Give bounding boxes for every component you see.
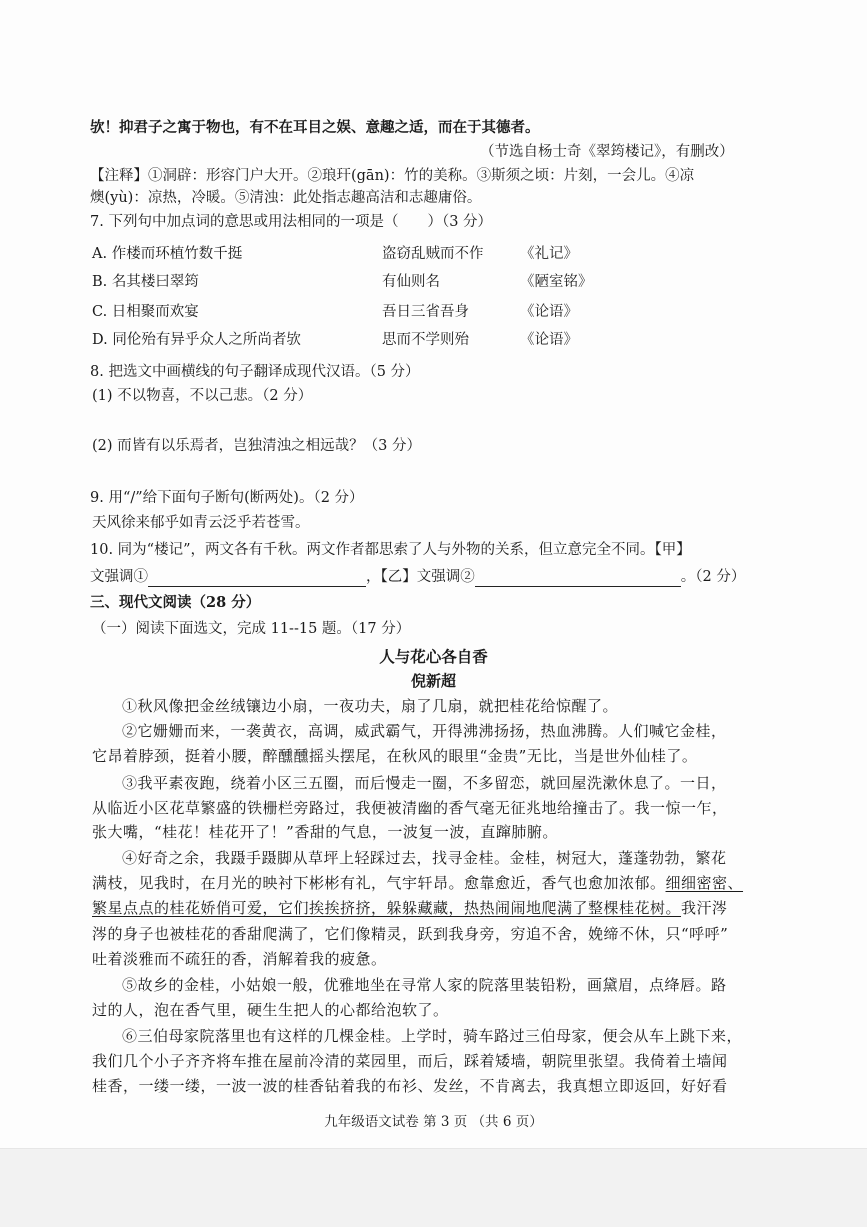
article-title: 人与花心各自香 — [379, 647, 488, 666]
option-b-source: 《陋室铭》 — [520, 274, 593, 290]
question-8-part-2: (2) 而皆有以乐焉者，岂独清浊之相远哉？（3 分） — [92, 438, 421, 454]
paragraph-1: ①秋风像把金丝绒镶边小扇，一夜功夫，扇了几扇，就把桂花给惊醒了。 — [122, 697, 619, 715]
paragraph-2-line-1: ②它姗姗而来，一袭黄衣，高调，威武霸气，开得沸沸扬扬，热血沸腾。人们喊它金桂， — [122, 722, 727, 740]
q10-middle: ，【乙】文强调② — [366, 569, 475, 585]
option-a-mid: 盗窃乱贼而不作 — [382, 246, 484, 262]
option-d-source: 《论语》 — [520, 332, 578, 348]
answer-blank-1[interactable] — [148, 570, 366, 587]
question-8: 8. 把选文中画横线的句子翻译成现代汉语。（5 分） — [90, 364, 420, 380]
option-c-mid: 吾日三省吾身 — [382, 304, 469, 320]
question-10-blanks — [90, 567, 867, 587]
paragraph-5-line-2: 过的人，泡在香气里，硬生生把人的心都给泡软了。 — [92, 1001, 449, 1019]
option-b-mid: 有仙则名 — [382, 274, 440, 290]
paragraph-4-text-cont: 我汗涔 — [681, 899, 728, 917]
option-a-source: 《礼记》 — [520, 246, 578, 262]
option-a-left: A. 作楼而环植竹数千挺 — [92, 246, 243, 262]
section-3-heading: 三、现代文阅读（28 分） — [90, 594, 261, 611]
paragraph-3-line-1: ③我平素夜跑，绕着小区三五圈，而后慢走一圈，不多留恋，就回屋洗漱休息了。一日， — [122, 774, 727, 792]
question-8-part-1: (1) 不以物喜，不以己悲。（2 分） — [92, 388, 313, 404]
passage-line: 欤！抑君子之寓于物也，有不在耳目之娱、意趣之适，而在于其德者。 — [90, 119, 540, 136]
annotation-line-2: 燠(yù)：凉热，冷暖。⑤清浊：此处指志趣高洁和志趣庸俗。 — [90, 190, 482, 206]
paragraph-3-line-2: 从临近小区花草繁盛的铁栅栏旁路过，我便被清幽的香气毫无征兆地给撞击了。我一惊一乍， — [92, 799, 728, 817]
paragraph-3-line-3: 张大嘴，“桂花！桂花开了！”香甜的气息，一波复一波，直蹿肺腑。 — [92, 823, 558, 841]
underlined-sentence: 繁星点点的桂花娇俏可爱，它们挨挨挤挤，躲躲藏藏，热热闹闹地爬满了整棵桂花树。 — [92, 899, 682, 917]
option-d-mid: 思而不学则殆 — [382, 332, 469, 348]
question-7: 7. 下列句中加点词的意思或用法相同的一项是（ ）（3 分） — [90, 214, 493, 230]
paragraph-6-line-3: 桂香，一缕一缕，一波一波的桂香钻着我的布衫、发丝，不肯离去，我真想立即返回，好好看 — [92, 1077, 728, 1095]
paragraph-4-text: 满枝，见我时，在月光的映衬下彬彬有礼，气宇轩昂。愈靠愈近，香气也愈加浓郁。 — [92, 874, 666, 892]
paragraph-6-line-2: 我们几个小子齐齐将车推在屋前冷清的菜园里，而后，踩着矮墙，朝院里张望。我倚着土墙闻 — [92, 1052, 728, 1070]
page-footer: 九年级语文试卷 第 3 页 （共 6 页） — [324, 1114, 543, 1130]
subsection-1-instruction: （一）阅读下面选文，完成 11--15 题。（17 分） — [92, 621, 411, 637]
question-10: 10. 同为“楼记”，两文各有千秋。两文作者都思索了人与外物的关系，但立意完全不同。【甲】 — [90, 542, 691, 558]
q10-suffix: 。（2 分） — [680, 569, 746, 585]
source-note: （节选自杨士奇《翠筠楼记》，有删改） — [480, 144, 734, 160]
paragraph-4-line-2 — [92, 873, 867, 893]
q10-prefix: 文强调① — [90, 569, 148, 585]
article-author: 倪新超 — [410, 672, 456, 690]
paragraph-4-line-5: 吐着淡雅而不疏狂的香，消解着我的疲惫。 — [92, 950, 387, 968]
answer-blank-2[interactable] — [475, 570, 681, 587]
option-b-left: B. 名其楼曰翠筠 — [92, 274, 199, 290]
paragraph-6-line-1: ⑥三伯母家院落里也有这样的几棵金桂。上学时，骑车路过三伯母家，便会从车上跳下来， — [122, 1027, 743, 1045]
option-c-source: 《论语》 — [520, 304, 578, 320]
question-9: 9. 用“/”给下面句子断句(断两处)。（2 分） — [90, 490, 364, 506]
option-d-left: D. 同伦殆有异乎众人之所尚者欤 — [92, 332, 301, 348]
viewer-background — [0, 1148, 867, 1227]
paragraph-4-line-4: 涔的身子也被桂花的香甜爬满了，它们像精灵，跃到我身旁，穷追不舍，娩缔不休，只“呼呼” — [92, 925, 729, 943]
paragraph-4-line-1: ④好奇之余，我蹑手蹑脚从草坪上轻踩过去，找寻金桂。金桂，树冠大，蓬蓬勃勃，繁花 — [122, 849, 727, 867]
question-9-sentence: 天风徐来郁乎如青云泛乎若苍雪。 — [92, 515, 310, 531]
underlined-sentence-start: 细细密密、 — [665, 874, 744, 892]
paragraph-5-line-1: ⑤故乡的金桂，小姑娘一般，优雅地坐在寻常人家的院落里装铅粉，画黛眉，点绛唇。路 — [122, 976, 727, 994]
paragraph-4-line-3 — [92, 898, 867, 918]
option-c-left: C. 日相聚而欢宴 — [92, 304, 199, 320]
annotation-line-1: 【注释】①洞辟：形容门户大开。②琅玕(gān)：竹的美称。③斯须之顷：片刻，一会儿。④凉 — [90, 168, 695, 184]
paragraph-2-line-2: 它昂着脖颈，挺着小腰，醉醺醺摇头摆尾，在秋风的眼里“金贵”无比，当是世外仙桂了。 — [92, 747, 698, 765]
